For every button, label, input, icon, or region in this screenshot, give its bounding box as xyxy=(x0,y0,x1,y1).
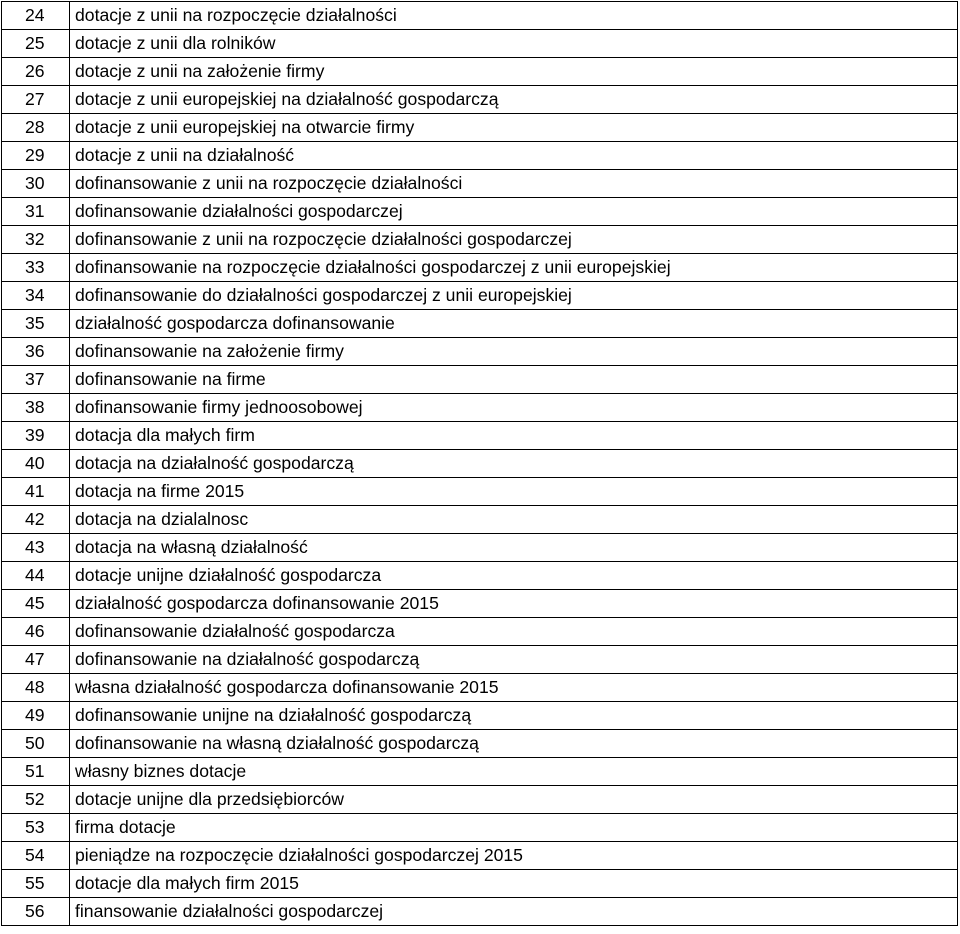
table-row xyxy=(2,338,958,366)
keyword-text: dofinansowanie z unii na rozpoczęcie działalności gospodarczej xyxy=(70,226,958,254)
keyword-text: dofinansowanie do działalności gospodarczej z unii europejskiej xyxy=(70,282,958,310)
row-number: 55 xyxy=(2,870,70,898)
keyword-text: dotacje z unii dla rolników xyxy=(70,30,958,58)
table-row xyxy=(2,422,958,450)
table-row xyxy=(2,562,958,590)
table-row xyxy=(2,142,958,170)
table-row xyxy=(2,2,958,30)
table-row xyxy=(2,786,958,814)
keyword-table-body xyxy=(2,2,958,926)
keyword-text: dofinansowanie na działalność gospodarczą xyxy=(70,646,958,674)
table-row xyxy=(2,170,958,198)
row-number: 27 xyxy=(2,86,70,114)
table-row xyxy=(2,730,958,758)
row-number: 25 xyxy=(2,30,70,58)
keyword-text: dofinansowanie unijne na działalność gospodarczą xyxy=(70,702,958,730)
row-number: 46 xyxy=(2,618,70,646)
table-row xyxy=(2,450,958,478)
keyword-text: finansowanie działalności gospodarczej xyxy=(70,898,958,926)
row-number: 32 xyxy=(2,226,70,254)
keyword-text: dotacja na działalność gospodarczą xyxy=(70,450,958,478)
row-number: 53 xyxy=(2,814,70,842)
row-number: 54 xyxy=(2,842,70,870)
row-number: 37 xyxy=(2,366,70,394)
keyword-table xyxy=(1,1,958,926)
table-row xyxy=(2,282,958,310)
row-number: 44 xyxy=(2,562,70,590)
keyword-text: dotacje z unii na założenie firmy xyxy=(70,58,958,86)
keyword-text: dofinansowanie na firme xyxy=(70,366,958,394)
table-row xyxy=(2,758,958,786)
row-number: 29 xyxy=(2,142,70,170)
keyword-text: działalność gospodarcza dofinansowanie xyxy=(70,310,958,338)
table-row xyxy=(2,58,958,86)
keyword-text: dofinansowanie na rozpoczęcie działalności gospodarczej z unii europejskiej xyxy=(70,254,958,282)
row-number: 42 xyxy=(2,506,70,534)
table-row xyxy=(2,394,958,422)
table-row xyxy=(2,898,958,926)
keyword-text: dotacje z unii europejskiej na otwarcie firmy xyxy=(70,114,958,142)
row-number: 35 xyxy=(2,310,70,338)
table-row xyxy=(2,226,958,254)
table-row xyxy=(2,30,958,58)
row-number: 28 xyxy=(2,114,70,142)
keyword-text: dofinansowanie na własną działalność gospodarczą xyxy=(70,730,958,758)
keyword-text: własna działalność gospodarcza dofinansowanie 2015 xyxy=(70,674,958,702)
row-number: 34 xyxy=(2,282,70,310)
table-row xyxy=(2,534,958,562)
table-row xyxy=(2,310,958,338)
table-row xyxy=(2,618,958,646)
row-number: 26 xyxy=(2,58,70,86)
row-number: 47 xyxy=(2,646,70,674)
table-row xyxy=(2,478,958,506)
row-number: 45 xyxy=(2,590,70,618)
table-row xyxy=(2,590,958,618)
table-row xyxy=(2,702,958,730)
keyword-text: dofinansowanie na założenie firmy xyxy=(70,338,958,366)
table-row xyxy=(2,254,958,282)
keyword-text: dotacja na własną działalność xyxy=(70,534,958,562)
row-number: 40 xyxy=(2,450,70,478)
keyword-text: dofinansowanie działalność gospodarcza xyxy=(70,618,958,646)
keyword-text: dofinansowanie firmy jednoosobowej xyxy=(70,394,958,422)
row-number: 39 xyxy=(2,422,70,450)
keyword-text: dotacja na firme 2015 xyxy=(70,478,958,506)
table-row xyxy=(2,86,958,114)
row-number: 51 xyxy=(2,758,70,786)
table-row xyxy=(2,814,958,842)
keyword-text: dotacje z unii na rozpoczęcie działalności xyxy=(70,2,958,30)
keyword-text: dotacja na dzialalnosc xyxy=(70,506,958,534)
keyword-text: własny biznes dotacje xyxy=(70,758,958,786)
table-row xyxy=(2,198,958,226)
table-row xyxy=(2,674,958,702)
row-number: 33 xyxy=(2,254,70,282)
row-number: 38 xyxy=(2,394,70,422)
row-number: 30 xyxy=(2,170,70,198)
keyword-text: dotacje dla małych firm 2015 xyxy=(70,870,958,898)
table-row xyxy=(2,114,958,142)
keyword-text: dotacja dla małych firm xyxy=(70,422,958,450)
table-row xyxy=(2,506,958,534)
table-row xyxy=(2,366,958,394)
table-row xyxy=(2,870,958,898)
row-number: 36 xyxy=(2,338,70,366)
keyword-text: firma dotacje xyxy=(70,814,958,842)
table-row xyxy=(2,842,958,870)
keyword-text: dotacje z unii na działalność xyxy=(70,142,958,170)
keyword-text: dotacje unijne działalność gospodarcza xyxy=(70,562,958,590)
keyword-text: działalność gospodarcza dofinansowanie 2015 xyxy=(70,590,958,618)
row-number: 24 xyxy=(2,2,70,30)
row-number: 49 xyxy=(2,702,70,730)
row-number: 48 xyxy=(2,674,70,702)
row-number: 50 xyxy=(2,730,70,758)
keyword-text: dofinansowanie z unii na rozpoczęcie działalności xyxy=(70,170,958,198)
keyword-text: pieniądze na rozpoczęcie działalności gospodarczej 2015 xyxy=(70,842,958,870)
row-number: 31 xyxy=(2,198,70,226)
row-number: 52 xyxy=(2,786,70,814)
row-number: 43 xyxy=(2,534,70,562)
keyword-text: dofinansowanie działalności gospodarczej xyxy=(70,198,958,226)
row-number: 56 xyxy=(2,898,70,926)
row-number: 41 xyxy=(2,478,70,506)
keyword-text: dotacje z unii europejskiej na działalność gospodarczą xyxy=(70,86,958,114)
keyword-text: dotacje unijne dla przedsiębiorców xyxy=(70,786,958,814)
table-row xyxy=(2,646,958,674)
